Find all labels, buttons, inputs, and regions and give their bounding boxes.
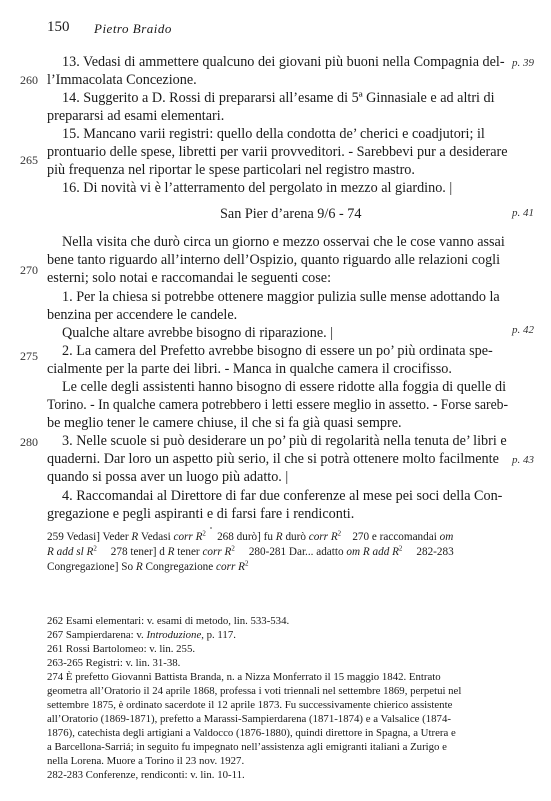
text-line: Qualche altare avrebbe bisogno di riparazione. |	[62, 325, 334, 341]
text-line: quaderni. Dar loro un aspetto più serio, il che si potrà ottenere molto facilmente	[47, 451, 499, 467]
text-line: esterni; solo notai e raccomandai le seguenti cose:	[47, 270, 332, 286]
text-line: 4. Raccomandai al Direttore di far due conferenze al mese pei soci della Con-	[62, 488, 503, 504]
note-line: 1876), catechista degli artigiani a Valdocco (1876-1880), quindi direttore in Spagna, a Utrera e	[47, 727, 456, 739]
separator-mark	[210, 527, 212, 529]
note-line: nella Lorena. Muore a Torino il 23 nov. 1927.	[47, 755, 245, 767]
margin-page-ref: p. 39	[512, 57, 534, 69]
text-line: gregazione e pegli aspiranti e di farsi fare i rendiconti.	[47, 506, 355, 522]
text-line: 15. Mancano varii registri: quello della condotta de’ cherici e coadjutori; il	[62, 126, 485, 142]
apparatus-line: Congregazione] So R Congregazione corr $R^2$	[47, 559, 249, 573]
line-number: 280	[20, 435, 38, 449]
line-number: 270	[20, 263, 38, 277]
page-number: 150	[47, 19, 70, 35]
text-line: Nella visita che durò circa un giorno e mezzo osservai che le cose vanno assai	[62, 234, 505, 250]
text-line: Le celle degli assistenti hanno bisogno di essere ridotte alla foggia di quelle di	[62, 379, 507, 395]
text-line: più frequenza nel riportar le spese particolari nel registro mastro.	[47, 162, 415, 178]
text-line: bene tanto riguardo all’interno dell’Ospizio, quanto riguardo alle relazioni cogli	[47, 252, 501, 268]
text-line: 16. Di novità vi è l’atterramento del pergolato in mezzo al giardino. |	[62, 180, 453, 196]
note-line: geometra all’Oratorio il 24 aprile 1868, professa i voti triennali nel settembre 1869, perpetui nel	[47, 685, 462, 697]
text-line: be meglio tener le camere chiuse, il che si fa già quasi sempre.	[47, 415, 402, 431]
text-line: 3. Nelle scuole si può desiderare un po’ più di regolarità nella tenuta de’ libri e	[62, 433, 507, 449]
text-line: prontuario delle spese, libretti per varii provveditori. - Sarebbevi pur a desiderare	[47, 144, 508, 160]
section-title: San Pier d’arena 9/6 - 74	[220, 206, 362, 222]
text-line: 13. Vedasi di ammettere qualcuno dei giovani più buoni nella Compagnia del-	[62, 54, 505, 70]
note-line: 267 Sampierdarena: v. Introduzione, p. 117.	[47, 629, 236, 641]
text-line: quando si possa aver un luogo più adatto. |	[47, 469, 289, 485]
apparatus-line: R add sl $R^2$ 278 tener] d R tener corr $R^2$ 280-281 Dar... adatto om R add $R^2$ 282-283	[47, 544, 454, 558]
note-line: 274 È prefetto Giovanni Battista Branda, n. a Nizza Monferrato il 15 maggio 1842. Entrato	[47, 671, 441, 683]
note-line: 282-283 Conferenze, rendiconti: v. lin. 10-11.	[47, 769, 245, 781]
text-line: cialmente per la parte dei libri. - Manca in qualche camera il crocifisso.	[47, 361, 452, 377]
note-line: a Barcellona-Sarriá; in seguito fu impegnato nell’assistenza agli emigranti italiani a Zurigo e	[47, 741, 447, 753]
line-number: 260	[20, 73, 38, 87]
apparatus-line: 259 Vedasi] Veder R Vedasi corr $R^2$ 268 durò] fu R durò corr $R^2$ 270 e raccomandai om	[47, 529, 454, 543]
margin-page-ref: p. 42	[512, 324, 534, 336]
text-line: l’Immacolata Concezione.	[47, 72, 197, 88]
note-line: 262 Esami elementari: v. esami di metodo, lin. 533-534.	[47, 615, 290, 627]
text-line: 14. Suggerito a D. Rossi di prepararsi all’esame di 5ª Ginnasiale e ad altri di	[62, 90, 495, 106]
text-line: prepararsi ad esami elementari.	[47, 108, 225, 124]
text-line: 2. La camera del Prefetto avrebbe bisogno di essere un po’ più ordinata spe-	[62, 343, 493, 359]
text-line: benzina per accendere le candele.	[47, 307, 238, 323]
line-number: 275	[20, 349, 38, 363]
note-line: settembre 1875, è ordinato sacerdote il 12 aprile 1873. Fu successivamente chierico assistente	[47, 699, 453, 711]
note-line: 261 Rossi Bartolomeo: v. lin. 255.	[47, 643, 196, 655]
note-line: all’Oratorio (1869-1871), prefetto a Marassi-Sampierdarena (1871-1874) e a Valsalice (1874-	[47, 713, 451, 725]
text-line: Torino. - In qualche camera potrebbero i letti essere meglio in assetto. - Forse sareb-	[47, 397, 509, 413]
running-head-author: Pietro Braido	[94, 21, 172, 36]
line-number: 265	[20, 153, 38, 167]
text-line: 1. Per la chiesa si potrebbe ottenere maggior pulizia sulle mense adottando la	[62, 289, 500, 305]
margin-page-ref: p. 43	[512, 454, 534, 466]
margin-page-ref: p. 41	[512, 207, 534, 219]
note-line: 263-265 Registri: v. lin. 31-38.	[47, 657, 181, 669]
